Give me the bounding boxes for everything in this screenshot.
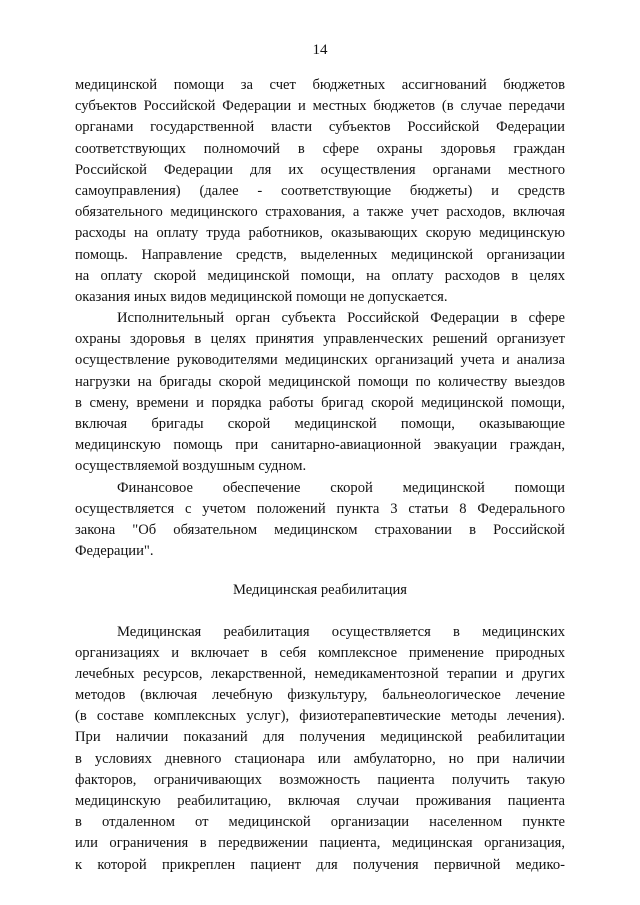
paragraph-medical-rehabilitation bbox=[75, 622, 565, 876]
text-line: Финансовое обеспечение скорой медицинской помощи bbox=[117, 479, 565, 496]
document-body bbox=[75, 75, 565, 876]
text-line: осуществляемой воздушным судном. bbox=[75, 458, 307, 475]
text-line: закона "Об обязательном медицинском страховании в Российской bbox=[75, 521, 565, 538]
text-line: Исполнительный орган субъекта Российской Федерации в сфере bbox=[117, 310, 565, 327]
text-line: в отдаленном от медицинской организации населенном пункте bbox=[75, 814, 565, 831]
text-line: медицинской помощи за счет бюджетных ассигнований бюджетов bbox=[75, 77, 565, 93]
paragraph-financial-support bbox=[75, 478, 565, 563]
text-line: обязательного медицинского страхования, а также учет расходов, включая bbox=[75, 204, 565, 221]
text-line: субъектов Российской Федерации и местных бюджетов (в случае передачи bbox=[75, 98, 565, 115]
paragraph-executive-authority bbox=[75, 308, 565, 478]
text-line: медицинскую помощь при санитарно-авиационной эвакуации граждан, bbox=[75, 437, 565, 454]
text-line: факторов, ограничивающих возможность пациента получить такую bbox=[75, 771, 565, 788]
text-line: на оплату скорой медицинской помощи, на оплату расходов в целях bbox=[75, 267, 565, 284]
text-line: Российской Федерации для их осуществления органами местного bbox=[75, 161, 565, 178]
text-line: к которой прикреплен пациент для получения первичной медико- bbox=[75, 856, 565, 873]
text-line: Медицинская реабилитация осуществляется в медицинских bbox=[117, 623, 565, 640]
text-line: организациях и включает в себя комплексное применение природных bbox=[75, 644, 565, 661]
text-line: При наличии показаний для получения медицинской реабилитации bbox=[75, 729, 565, 746]
text-line: расходы на оплату труда работников, оказывающих скорую медицинскую bbox=[75, 225, 565, 242]
text-line: (в составе комплексных услуг), физиотерапевтические методы лечения). bbox=[75, 708, 565, 725]
text-line: Федерации". bbox=[75, 543, 154, 560]
text-line: в условиях дневного стационара или амбулаторно, но при наличии bbox=[75, 750, 565, 767]
text-line: в смену, времени и порядка работы бригад скорой медицинской помощи, bbox=[75, 394, 565, 411]
text-line: лечебных ресурсов, лекарственной, немедикаментозной терапии и других bbox=[75, 665, 565, 682]
text-line: соответствующих полномочий в сфере охраны здоровья граждан bbox=[75, 140, 565, 157]
text-line: органами государственной власти субъектов Российской Федерации bbox=[75, 119, 565, 136]
text-line: помощь. Направление средств, выделенных медицинской организации bbox=[75, 246, 565, 263]
text-line: осуществление руководителями медицинских организаций учета и анализа bbox=[75, 352, 565, 369]
text-line: охраны здоровья в целях принятия управленческих решений организует bbox=[75, 331, 565, 348]
text-line: методов (включая лечебную физкультуру, бальнеологическое лечение bbox=[75, 687, 565, 704]
text-line: самоуправления) (далее - соответствующие бюджеты) и средств bbox=[75, 182, 565, 199]
text-line: оказания иных видов медицинской помощи не допускается. bbox=[75, 288, 448, 305]
text-line: или ограничения в передвижении пациента, медицинская организация, bbox=[75, 835, 565, 852]
text-line: медицинскую реабилитацию, включая случаи проживания пациента bbox=[75, 793, 565, 809]
paragraph-budget-financing bbox=[75, 75, 565, 308]
text-line: включая бригады скорой медицинской помощи, оказывающие bbox=[75, 416, 565, 432]
text-line: нагрузки на бригады скорой медицинской помощи по количеству выездов bbox=[75, 373, 565, 390]
text-line: осуществляется с учетом положений пункта 3 статьи 8 Федерального bbox=[75, 500, 565, 517]
section-heading: Медицинская реабилитация bbox=[232, 582, 408, 599]
page-number: 14 bbox=[312, 42, 328, 58]
